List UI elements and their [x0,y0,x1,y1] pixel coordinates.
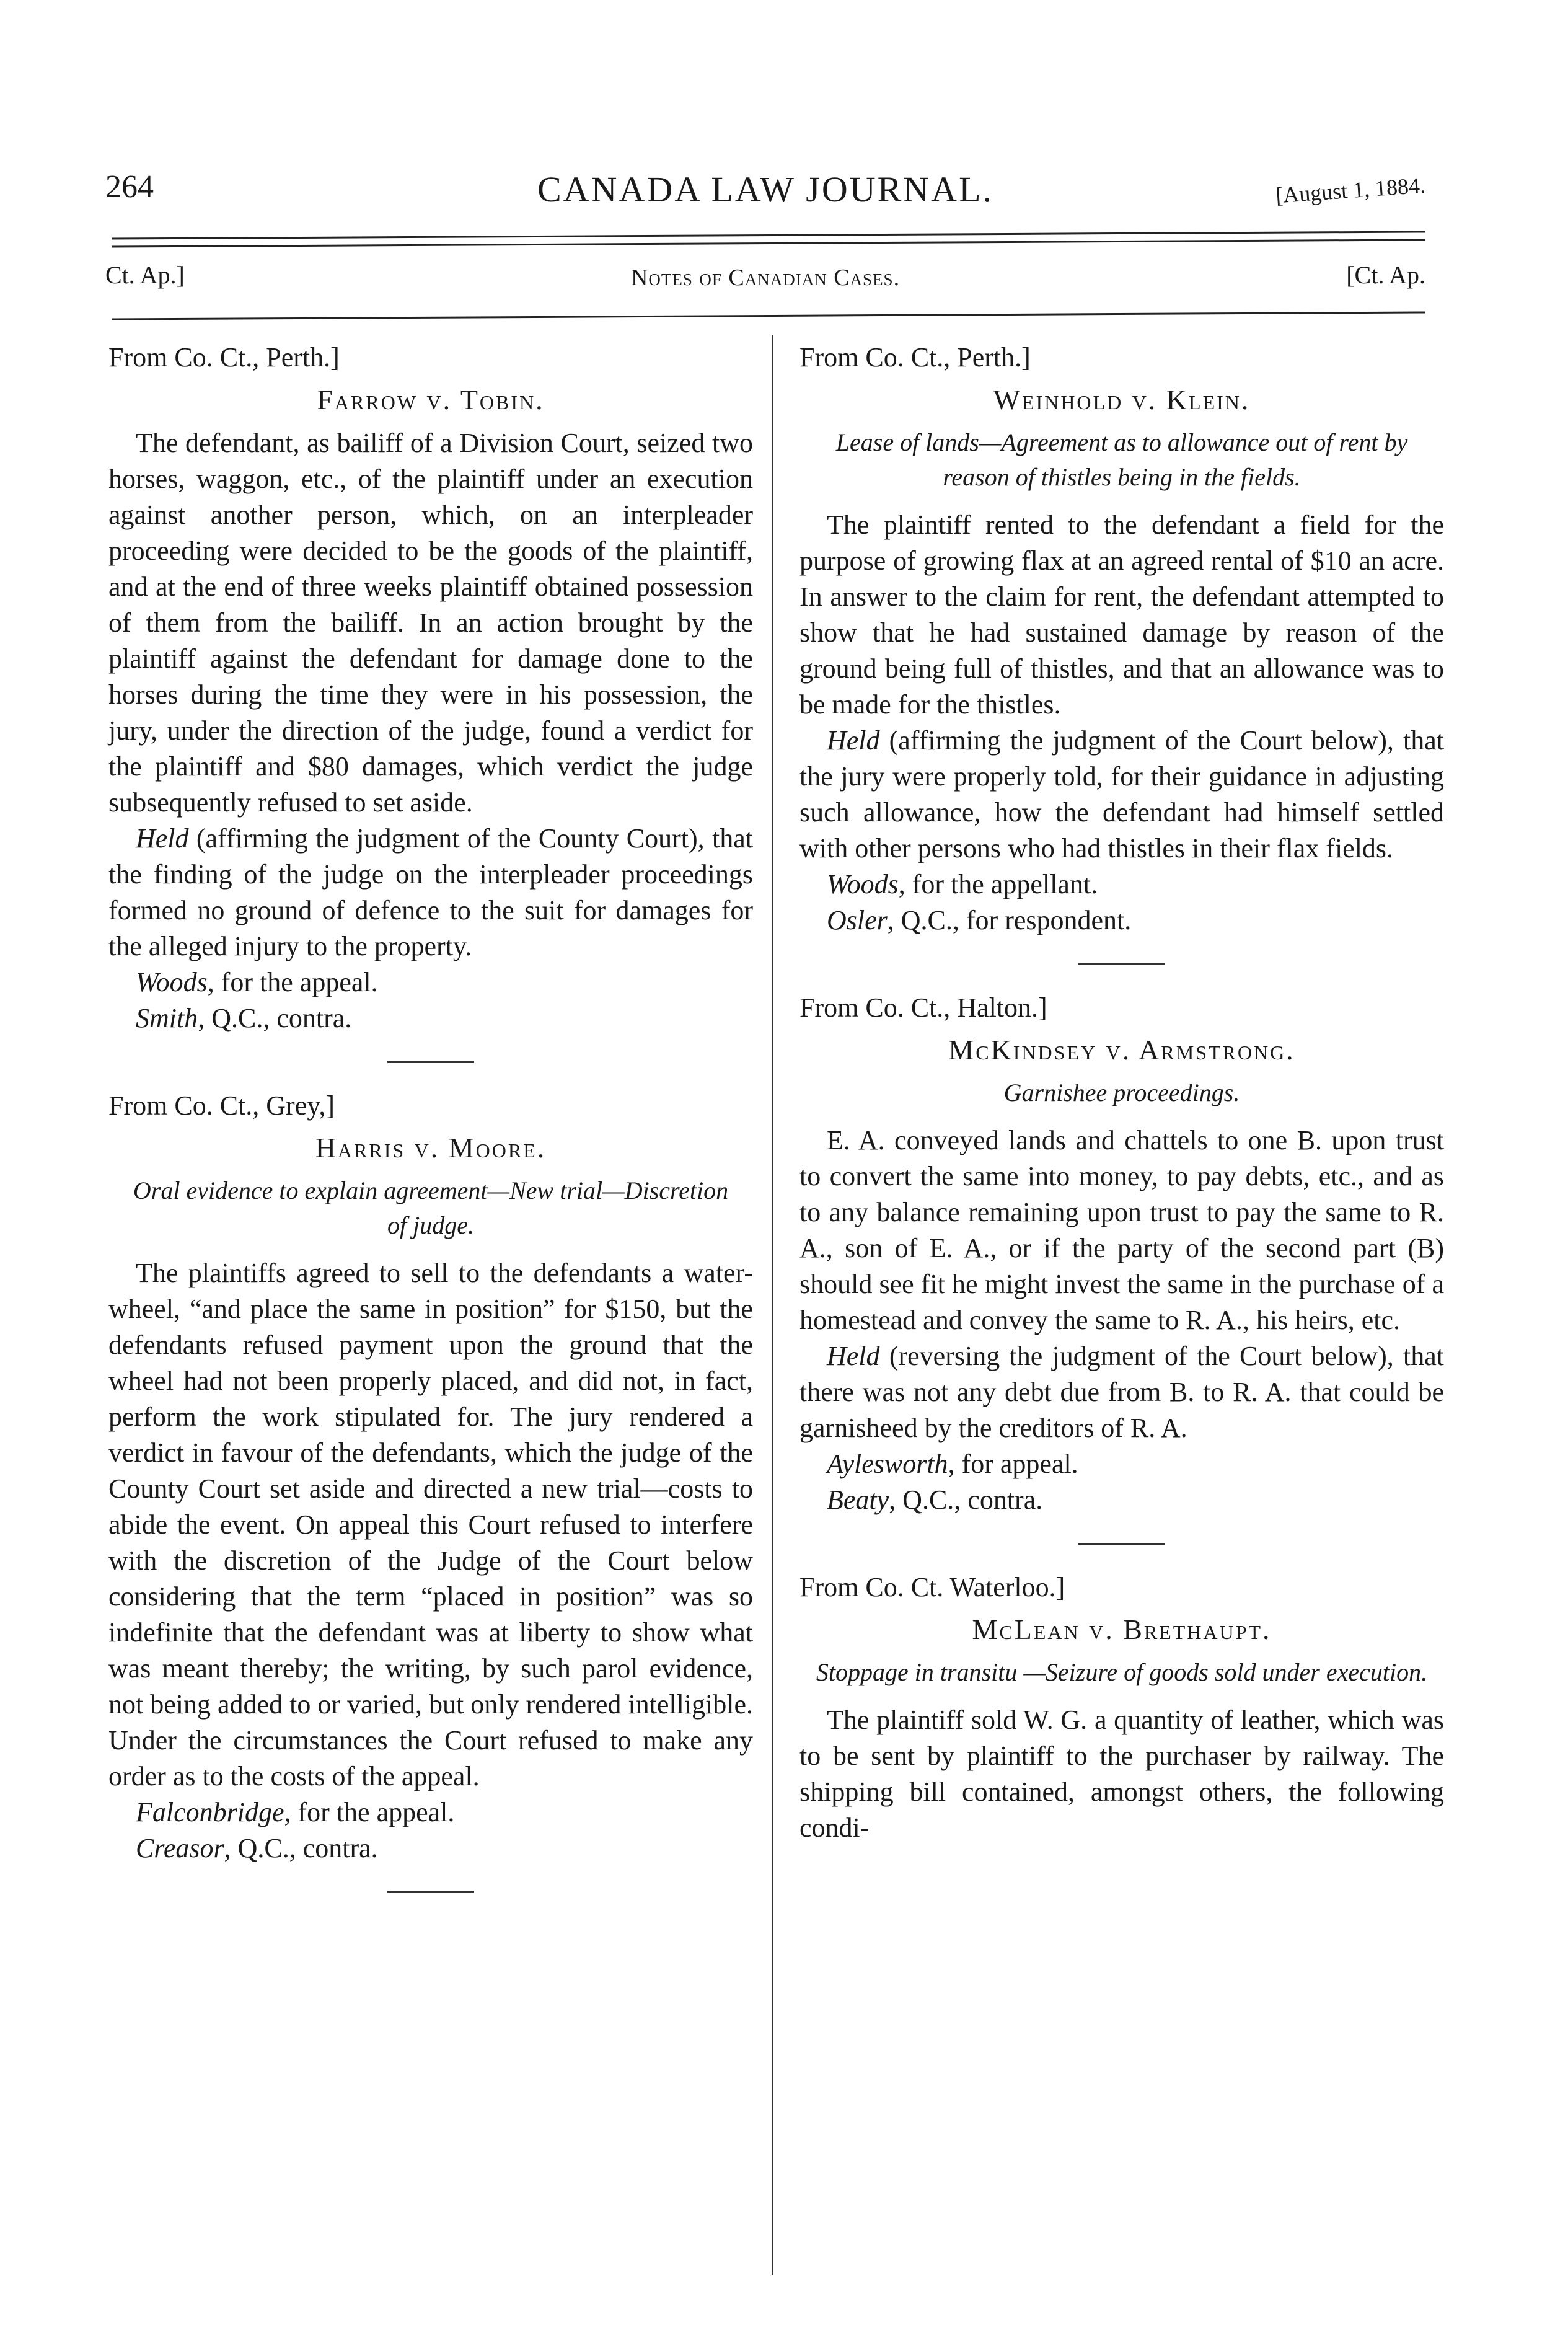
case-separator [1078,963,1165,965]
case-facts: E. A. conveyed lands and chattels to one B. upon trust to convert the same into money, to pay debts, etc., and as to any balance remaining upon trust to pay the same to R. A., son of E. A., or if the party of the second part (B) should see fit he might invest the same in the purchase of a homestead and convey the same to R. A., his heirs, etc. [799,1125,1444,1335]
issue-date: [August 1, 1884. [1274,172,1427,208]
running-head-center: Notes of Canadian Cases. [630,265,901,291]
case-facts: The defendant, as bailiff of a Division Court, seized two horses, waggon, etc., of the plaintiff under an execution against another person, which, on an interpleader proceeding were decided to be the goods of the plaintiff, and at the end of three weeks plaintiff obtained possession of them from the bailiff. In an action brought by the plaintiff against the defendant for damage done to the horses during the time they were in his possession, the jury, under the direction of the judge, found a verdict for the plaintiff and $80 damages, which verdict the judge subsequently refused to set aside. [108,428,753,818]
counsel-role: , Q.C., contra. [889,1485,1043,1515]
counsel-name: Woods [827,869,899,899]
counsel-line [136,1795,753,1831]
header-double-rule [112,231,1425,247]
counsel-line [827,1482,1444,1518]
held-label: Held [827,725,880,756]
holding-text: (affirming the judgment of the Court below), that the jury were properly told, for their guidance in adjusting such allowance, how the defendant had himself settled with other persons who had thistles in their flax fields. [799,725,1444,863]
counsel-role: , for the appeal. [207,967,378,997]
counsel-line [827,867,1444,903]
counsel-line [136,1831,753,1866]
counsel-name: Creasor [136,1833,224,1863]
case-origin: From Co. Ct., Halton.] [799,992,1047,1023]
case-separator [387,1061,474,1063]
counsel-role: , for the appellant. [898,869,1098,899]
case-headnote: Garnishee proceedings. [1003,1079,1240,1106]
case-facts: The plaintiff sold W. G. a quantity of leather, which was to be sent by plaintiff to the purchaser by railway. The shipping bill contained, amongst others, the following condi- [799,1705,1444,1843]
counsel-role: , Q.C., for respondent. [887,905,1132,935]
counsel-line [136,965,753,1000]
case-facts: The plaintiff rented to the defendant a field for the purpose of growing flax at an agreed rental of $10 an acre. In answer to the claim for rent, the defendant attempted to show that he had sustained damage by reason of the ground being full of thistles, and that an allowance was to be made for the thistles. [799,510,1444,720]
journal-title: CANADA LAW JOURNAL. [537,169,993,210]
case-mclean-v-brethaupt [799,1570,1444,1846]
counsel-role: , for appeal. [948,1449,1078,1479]
case-name: Weinhold v. Klein. [993,384,1251,415]
case-name: Harris v. Moore. [315,1132,547,1164]
case-weinhold-v-klein [799,340,1444,939]
column-divider [772,335,773,2275]
holding-text: (affirming the judgment of the County Court), that the finding of the judge on the interpleader proceedings formed no ground of defence to the suit for damages for the alleged injury to the property. [108,823,753,961]
page-number: 264 [105,169,154,205]
case-origin: From Co. Ct., Grey,] [108,1090,335,1121]
holding-text: (reversing the judgment of the Court below), that there was not any debt due from B. to R. A. that could be garnisheed by the creditors of R. A. [799,1341,1444,1443]
counsel-name: Falconbridge [136,1797,284,1827]
case-origin: From Co. Ct. Waterloo.] [799,1572,1065,1602]
counsel-name: Osler [827,905,888,935]
right-column [799,340,1444,1858]
running-head-left: Ct. Ap.] [105,261,185,289]
running-head-right: [Ct. Ap. [1346,261,1425,289]
counsel-line [827,1446,1444,1482]
case-farrow-v-tobin [108,340,753,1036]
case-origin: From Co. Ct., Perth.] [799,342,1031,373]
case-mckindsey-v-armstrong [799,990,1444,1518]
counsel-line [136,1000,753,1036]
case-facts: The plaintiffs agreed to sell to the defendants a water-wheel, “and place the same in position” for $150, but the defendants refused payment upon the ground that the wheel had not been properly placed, and did not, in fact, perform the work stipulated for. The jury rendered a verdict in favour of the defendants, which the judge of the County Court set aside and directed a new trial—costs to abide the event. On appeal this Court refused to interfere with the discretion of the Judge of the Court below considering that the term “placed in position” was so indefinite that the defendant was at liberty to show what was meant thereby; the writing, by such parol evidence, not being added to or varied, but only rendered intelligible. Under the circumstances the Court refused to make any order as to the costs of the appeal. [108,1258,753,1791]
case-name: McLean v. Brethaupt. [972,1614,1272,1645]
case-harris-v-moore [108,1088,753,1866]
case-separator [387,1891,474,1893]
counsel-role: , Q.C., contra. [198,1003,352,1033]
case-headnote: Stoppage in transitu —Seizure of goods sold under execution. [816,1658,1428,1686]
counsel-name: Aylesworth [827,1449,948,1479]
case-name: McKindsey v. Armstrong. [948,1034,1295,1066]
case-origin: From Co. Ct., Perth.] [108,342,340,373]
page-header [105,169,1425,218]
case-separator [1078,1543,1165,1545]
counsel-name: Smith [136,1003,198,1033]
counsel-name: Beaty [827,1485,889,1515]
running-head-rule [112,311,1425,320]
case-headnote: Oral evidence to explain agreement—New trial—Discretion of judge. [133,1177,729,1239]
running-head [105,260,1425,298]
case-headnote: Lease of lands—Agreement as to allowance out of rent by reason of thistles being in the fields. [835,428,1408,491]
counsel-role: , Q.C., contra. [224,1833,378,1863]
left-column [108,340,753,1918]
held-label: Held [136,823,189,854]
counsel-line [827,903,1444,939]
case-holding [799,723,1444,867]
counsel-name: Woods [136,967,208,997]
case-name: Farrow v. Tobin. [317,384,545,415]
held-label: Held [827,1341,880,1371]
counsel-role: , for the appeal. [284,1797,455,1827]
case-holding [108,821,753,965]
case-holding [799,1338,1444,1446]
